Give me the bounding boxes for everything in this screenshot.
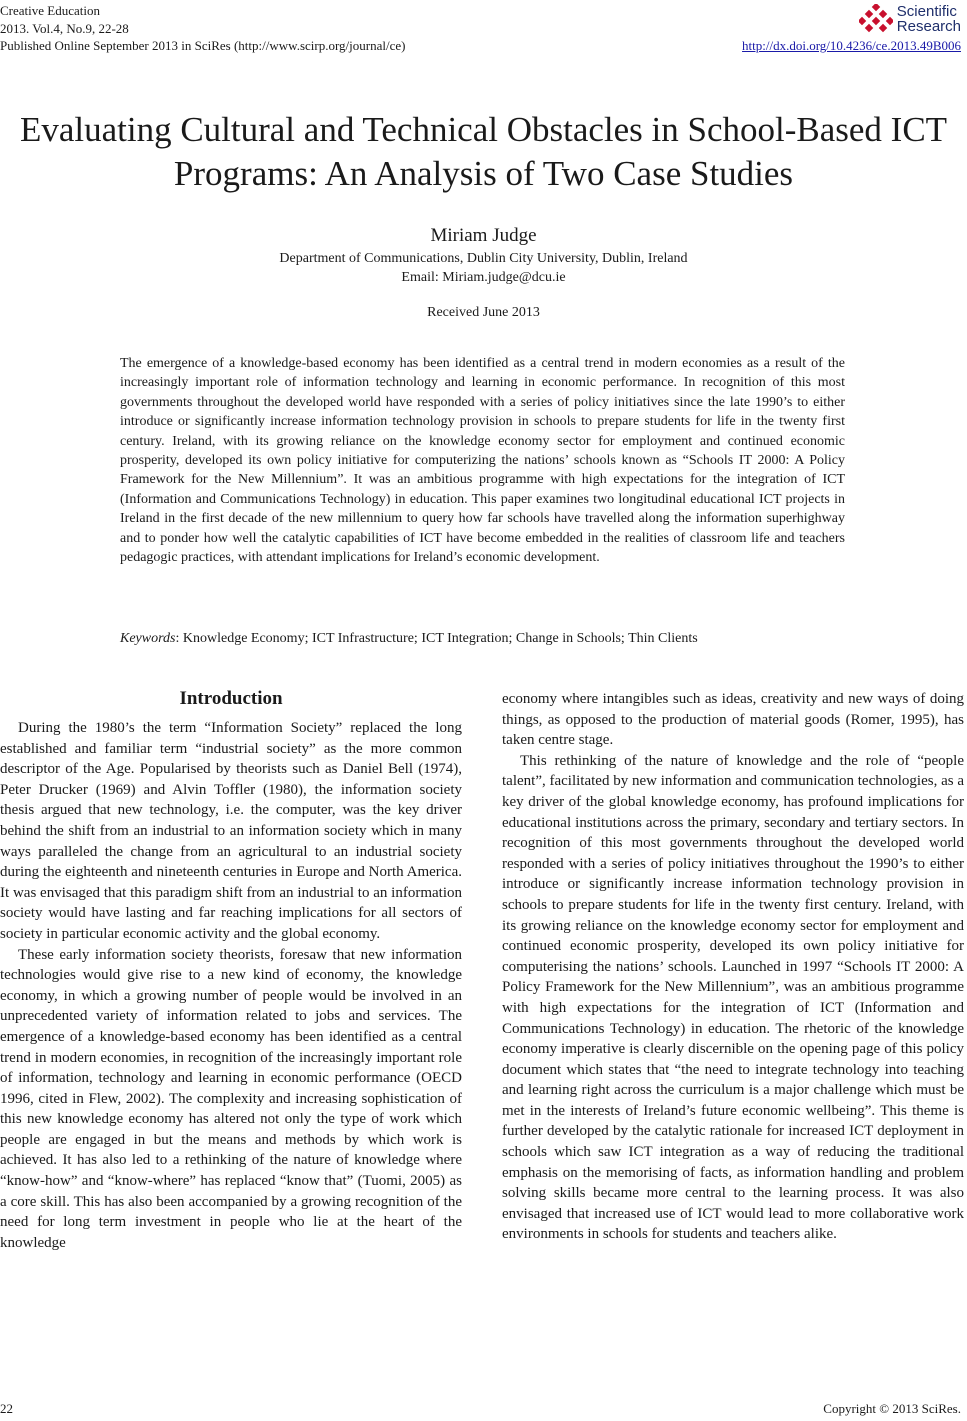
keywords-label: Keywords — [120, 631, 176, 646]
right-column — [502, 689, 964, 1245]
logo-line-1: Scientific — [896, 3, 957, 20]
journal-volume: 2013. Vol.4, No.9, 22-28 — [0, 20, 129, 36]
copyright: Copyright © 2013 SciRes. — [823, 1401, 961, 1416]
journal-header — [0, 2, 405, 55]
keywords — [120, 631, 845, 647]
paper-title: Evaluating Cultural and Technical Obstacles in School-Based ICT Programs: An Analysis of Two Case Studies — [19, 110, 948, 193]
paragraph: This rethinking of the nature of knowledge and the role of “people talent”, facilitated by new information and communication technologies, as a key driver of the global knowledge economy, has profound implications for educational institutions across the primary, secondary and tertiary sectors. In recognition of this most governments throughout the developed world responded with a series of policy initiatives throughout the 1990’s to either introduce or significantly increase information technology provision in schools to prepare students for life in the twenty first century. Ireland, with its growing reliance on the knowledge economy sector for employment and continued economic prosperity, developed its own policy initiative for computerising the nations’ schools. Launched in 1997 “Schools IT 2000: A Policy Framework for the New Millennium”, was an ambitious programme with high expectations for the integration of ICT (Information and Communications Technology) in education. The rhetoric of the knowledge economy imperative is clearly discernible on the opening page of this policy document which states that “the need to integrate technology into teaching and learning right across the curriculum is a major challenge which must be met in the interests of Ireland’s future economic wellbeing”. This theme is further developed by the catalytic rationale for increased ICT deployment in schools which saw ICT integration as a way of reducing the traditional emphasis on the memorising of facts, as information handling and problem solving skills became more central to the learning process. It was also envisaged that increased use of ICT would lead to more collaborative work environments in schools for students and teachers alike. — [502, 752, 964, 1243]
author-name: Miriam Judge — [430, 225, 537, 246]
logo-wordmark — [897, 4, 961, 34]
page-number: 22 — [0, 1401, 13, 1416]
paragraph: During the 1980’s the term “Information Society” replaced the long established and familiar term “industrial society” as the more common descriptor of the Age. Popularised by theorists such as Daniel Bell (1974), Peter Drucker (1969) and Alvin Toffler (1980), the information society thesis argued that new technology, i.e. the computer, was the key driver behind the shift from an industrial to an information society which in many ways paralleled the change from an agricultural to an industrial society during the eighteenth and nineteenth centuries in Europe and North America. It was envisaged that this paradigm shift from an industrial to an information society would have lasting and far reaching implications for all sectors of society in particular economic activity and the global economy. — [0, 720, 462, 942]
abstract: The emergence of a knowledge-based economy has been identified as a central trend in modern economies as a result of the increasingly important role of information technology and learning in economic performance. In recognition of this most governments throughout the developed world have responded with a series of policy initiatives since the late 1990’s to either introduce or significantly increase information technology provision in schools to prepare students for life in the twenty first century. Ireland, with its growing reliance on the knowledge economy sector for employment and continued economic prosperity, developed its own policy initiative for computerizing the nations’ schools known as “Schools IT 2000: A Policy Framework for the New Millennium”. It was an ambitious programme with high expectations for the integration of ICT (Information and Communications Technology) in education. This paper examines two longitudinal educational ICT projects in Ireland in the first decade of the new millennium to query how far schools have travelled along the information superhighway and to ponder how well the catalytic capabilities of ICT have become embedded in the realities of classroom life and teachers pedagogic practices, with attendant implications for Ireland’s economic development. — [120, 356, 845, 566]
paragraph: These early information society theorists, foresaw that new information technologies would give rise to a new kind of economy, the knowledge economy, in which a growing number of people would be involved in an unprecedented variety of information related to jobs and services. The emergence of a knowledge-based economy has been identified as a central trend in modern economies, in recognition of the increasingly important role of information, technology and learning in economic performance (OECD 1996, cited in Flew, 2002). The complexity and increasing sophistication of this new knowledge economy has altered not only the type of work which people are engaged in but the means and methods by which work is achieved. It has also led to a rethinking of the nature of knowledge where “know-how” and “know-where” has replaced “know that” (Tuomi, 2005) as a core skill. This has also been accompanied by a growing recognition of the need for long term investment in people who lie at the heart of the knowledge — [0, 946, 462, 1251]
scientific-research-logo-icon — [859, 4, 893, 34]
section-heading-introduction: Introduction — [179, 688, 283, 709]
keywords-text: : Knowledge Economy; ICT Infrastructure; ICT Integration; Change in Schools; Thin Clients — [175, 631, 698, 646]
journal-name: Creative Education — [0, 3, 100, 18]
left-column — [0, 686, 462, 1253]
paragraph: economy where intangibles such as ideas, creativity and new ways of doing things, as opposed to the production of material goods (Romer, 1995), has taken centre stage. — [502, 691, 964, 749]
author-affiliation — [0, 249, 967, 287]
logo-line-2: Research — [896, 18, 961, 35]
publisher-block — [859, 0, 961, 38]
journal-published-line: Published Online September 2013 in SciRes (http://www.scirp.org/journal/ce) — [0, 38, 406, 53]
affiliation-line: Department of Communications, Dublin City University, Dublin, Ireland — [279, 251, 688, 266]
publisher-logo — [859, 0, 961, 38]
email-line: Email: Miriam.judge@dcu.ie — [401, 270, 566, 285]
doi-link[interactable]: http://dx.doi.org/10.4236/ce.2013.49B006 — [742, 38, 961, 53]
received-date: Received June 2013 — [427, 305, 540, 320]
